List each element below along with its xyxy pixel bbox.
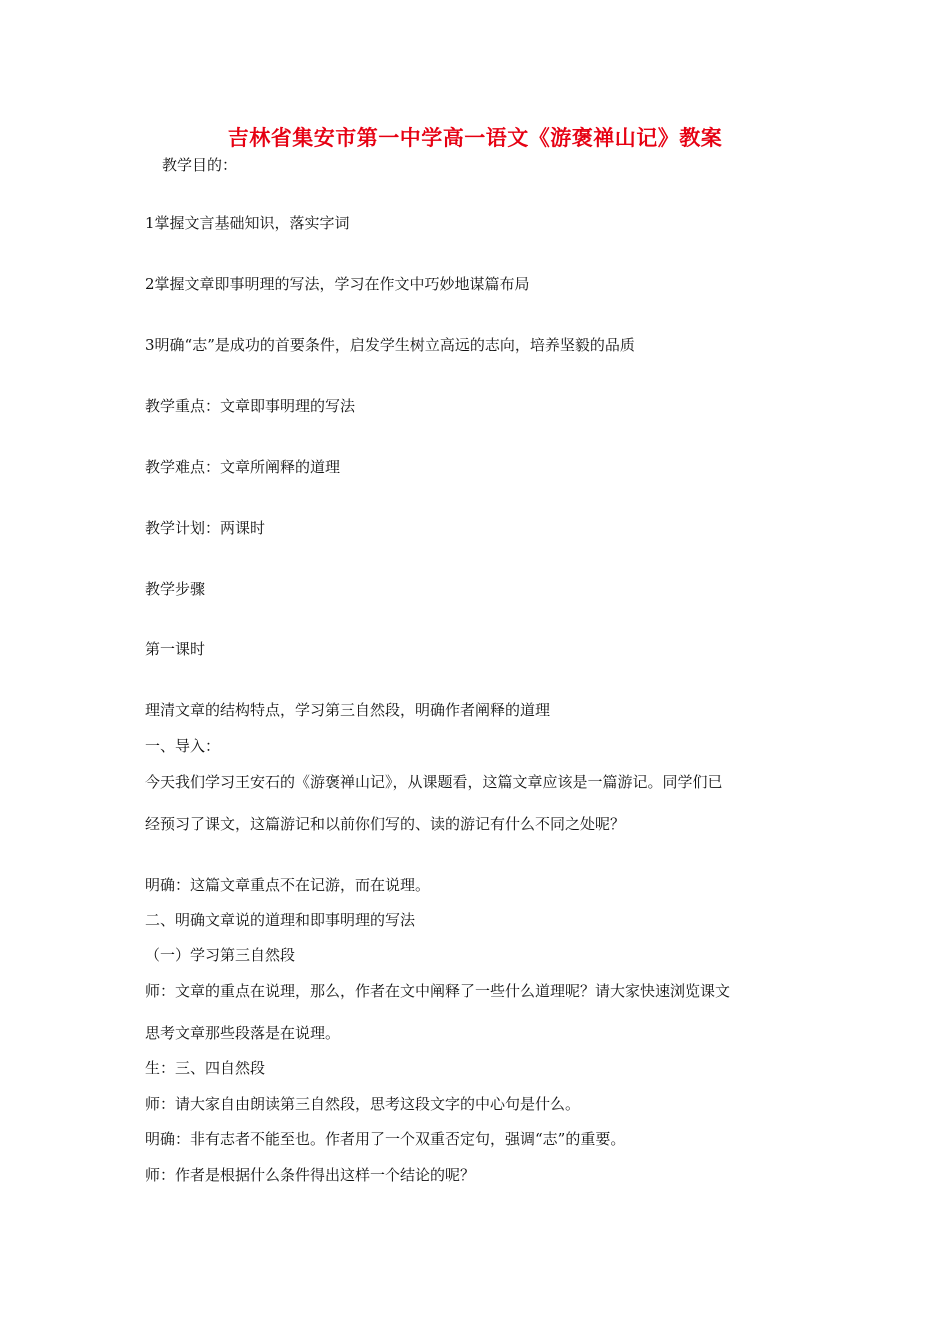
text-line-section-intro: 一、导入：	[145, 737, 221, 755]
text-line-teacher-1a: 师：文章的重点在说理，那么，作者在文中阐释了一些什么道理呢？请大家快速浏览课文	[145, 982, 731, 1000]
text-line-goal-3: 3明确“志”是成功的首要条件，启发学生树立高远的志向，培养坚毅的品质	[145, 336, 635, 354]
text-line-clarify-2: 明确：非有志者不能至也。作者用了一个双重否定句，强调“志”的重要。	[145, 1130, 626, 1148]
text-line-teacher-1b: 思考文章那些段落是在说理。	[145, 1024, 341, 1042]
text-line-goal-1: 1掌握文言基础知识，落实字词	[145, 214, 350, 232]
text-line-section-2: 二、明确文章说的道理和即事明理的写法	[145, 911, 416, 929]
text-line-teacher-2: 师：请大家自由朗读第三自然段，思考这段文字的中心句是什么。	[145, 1095, 581, 1113]
document-title: 吉林省集安市第一中学高一语文《游褒禅山记》教案	[227, 126, 723, 150]
text-line-intro-1: 今天我们学习王安石的《游褒禅山记》，从课题看，这篇文章应该是一篇游记。同学们已	[145, 773, 723, 791]
text-line-intro-2: 经预习了课文，这篇游记和以前你们写的、读的游记有什么不同之处呢？	[145, 815, 626, 833]
text-line-first-lesson: 第一课时	[145, 640, 206, 658]
text-line-subsection-1: （一）学习第三自然段	[145, 946, 296, 964]
text-line-teacher-3: 师：作者是根据什么条件得出这样一个结论的呢？	[145, 1166, 476, 1184]
text-line-goal-2: 2掌握文章即事明理的写法，学习在作文中巧妙地谋篇布局	[145, 275, 530, 293]
text-line-key-point: 教学重点：文章即事明理的写法	[145, 397, 356, 415]
text-line-clarify-1: 明确：这篇文章重点不在记游，而在说理。	[145, 876, 431, 894]
text-line-difficulty: 教学难点：文章所阐释的道理	[145, 458, 341, 476]
text-line-steps: 教学步骤	[145, 580, 206, 598]
text-line-lesson-aim: 理清文章的结构特点，学习第三自然段，明确作者阐释的道理	[145, 701, 551, 719]
text-line-teaching-goals: 教学目的：	[162, 156, 238, 174]
text-line-student-1: 生：三、四自然段	[145, 1059, 266, 1077]
text-line-plan: 教学计划：两课时	[145, 519, 266, 537]
